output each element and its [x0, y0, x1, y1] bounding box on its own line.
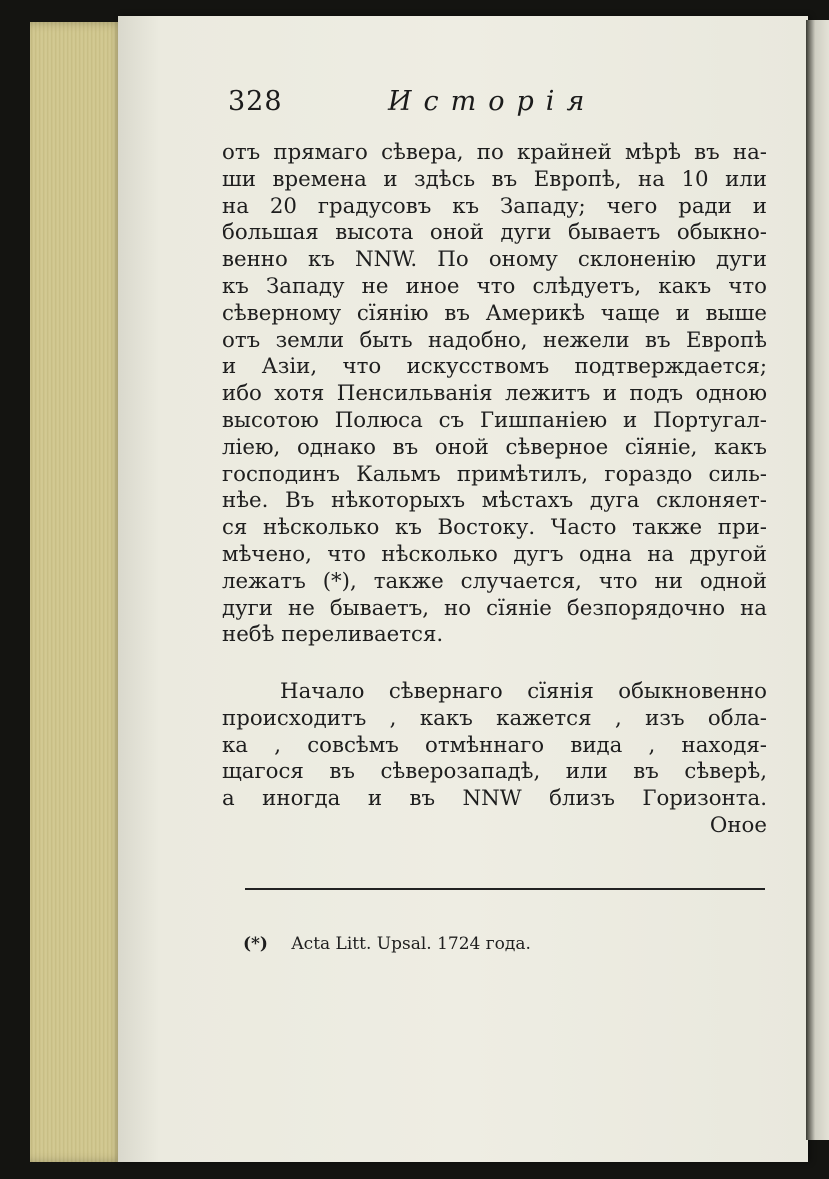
text-line: Начало сѣвернаго сїянія обыкновенно [280, 679, 767, 704]
text-line: нѣе. Въ нѣкоторыхъ мѣстахъ дуга склоняет- [222, 488, 767, 514]
text-line: высотою Полюса съ Гишпаніею и Португал- [222, 407, 767, 433]
text-line: щагося въ сѣверозападѣ, или въ сѣверѣ, [222, 759, 767, 785]
paragraph-1 [222, 140, 767, 649]
paragraph-2 [222, 678, 767, 839]
text-line: отъ прямаго сѣвера, по крайней мѣрѣ въ на- [222, 140, 767, 165]
text-line: дуги не бываетъ, но сїяніе безпорядочно на [222, 595, 767, 621]
text-line: ши времена и здѣсь въ Европѣ, на 10 или [222, 166, 767, 192]
text-line: небѣ переливается. [222, 622, 444, 648]
facing-page-edge [806, 20, 829, 1140]
text-line: большая высота оной дуги бываетъ обыкно- [222, 220, 767, 246]
footnote-marker: (*) [243, 934, 268, 954]
text-line: лежатъ (*), также случается, что ни одной [222, 568, 767, 594]
page-header [228, 86, 788, 126]
text-line: а иногда и въ NNW близъ Горизонта. [222, 786, 767, 812]
text-line: ся нѣсколько къ Востоку. Часто также при- [222, 515, 767, 541]
text-line: мѣчено, что нѣсколько дугъ одна на другой [222, 541, 767, 567]
page-number: 328 [228, 86, 283, 117]
running-title: Исторія [388, 86, 597, 117]
text-line: на 20 градусовъ къ Западу; чего ради и [222, 193, 767, 219]
text-line: ибо хотя Пенсильванія лежитъ и подъ одною [222, 381, 767, 407]
text-line: сѣверному сїянію въ Америкѣ чаще и выше [222, 300, 767, 326]
text-line: господинъ Кальмъ примѣтилъ, гораздо силь- [222, 461, 767, 487]
text-line: ка , совсѣмъ отмѣннаго вида , находя- [222, 732, 767, 758]
text-line: происходитъ , какъ кажется , изъ обла- [222, 705, 767, 731]
footnote [243, 934, 531, 954]
book-page-edges [30, 22, 125, 1162]
text-line: къ Западу не иное что слѣдуетъ, какъ что [222, 273, 767, 299]
footnote-text: Acta Litt. Upsal. 1724 года. [291, 934, 531, 954]
footnote-rule [245, 888, 765, 890]
text-line: и Азіи, что искусствомъ подтверждается; [222, 354, 767, 380]
text-line: ліею, однако въ оной сѣверное сїяніе, какъ [222, 434, 767, 460]
text-line: отъ земли быть надобно, нежели въ Европѣ [222, 327, 767, 353]
text-line: венно къ NNW. По оному склоненію дуги [222, 247, 767, 273]
catchword: Оное [709, 812, 767, 838]
